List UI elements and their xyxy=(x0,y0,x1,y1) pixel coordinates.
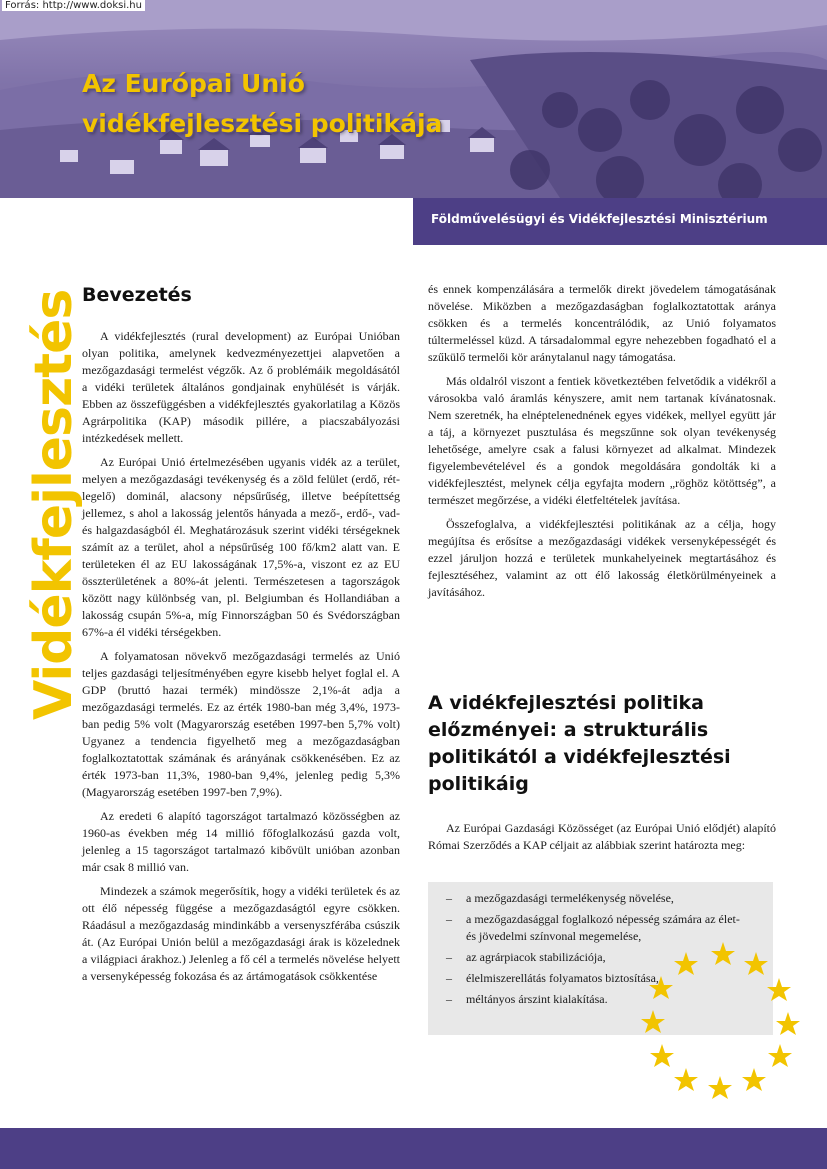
footer-band xyxy=(0,1128,827,1169)
header-photo xyxy=(0,0,827,198)
star-icon xyxy=(711,942,735,965)
dash-bullet: – xyxy=(446,912,452,926)
goal-text: élelmiszerellátás folyamatos biztosítása, xyxy=(466,971,659,985)
dash-bullet: – xyxy=(446,992,452,1006)
dash-bullet: – xyxy=(446,950,452,964)
dash-bullet: – xyxy=(446,971,452,985)
star-icon xyxy=(768,1044,792,1067)
star-icon xyxy=(674,952,698,975)
title-line-2: vidékfejlesztési politikája xyxy=(82,109,443,138)
paragraph: és ennek kompenzálására a termelők direkt jövedelem támogatásának növelése. Miközben a mezőgazdaságban foglalkoztatottak aránya csökken és a termelés koncentrálódik, az Unió folyamatos túltermeléssel küzd. A társadalommal egyre nehezebben fogadható el a szűkülő termelői kör aránytalanul nagy támogatása. xyxy=(428,282,776,364)
vertical-keyword: Vidékfejlesztés xyxy=(24,289,84,720)
source-label: Forrás: http://www.doksi.hu xyxy=(2,0,145,11)
title-line-1: Az Európai Unió xyxy=(82,69,305,98)
star-icon xyxy=(776,1012,800,1035)
star-icon xyxy=(742,1068,766,1091)
section2-intro-block xyxy=(428,820,776,861)
paragraph: Az eredeti 6 alapító tagországot tartalmazó közösségben az 1960-as években még 14 millió főfoglalkozású gazda volt, jelenleg a 15 tagországot tartalmazó kibővült unióban azonban már csak 8 millió van. xyxy=(82,809,400,874)
eu-stars-icon xyxy=(620,930,820,1100)
paragraph: Más oldalról viszont a fentiek következtében felvetődik a vidékről a városokba való áramlás kényszere, amit nem tartanak kívánatosnak. Nem szeretnék, ha elnéptelenednének egyes vidékek, mellyel együtt jár a táj, a környezet pusztulása és megszűnne sok olyan tevékenység lehetősége, amelyre csak a falusi környezet ad alkalmat. Mindezek figyelembevételével és a gondok megoldására gondolták ki a vidékfejlesztést, melynek célja egyfajta modern „röghöz kötöttség”, a természet megőrzése, a vidéki életfeltételek javítása. xyxy=(428,374,776,507)
right-column xyxy=(428,281,776,608)
section-heading-intro: Bevezetés xyxy=(82,284,192,306)
star-icon xyxy=(708,1076,732,1099)
paragraph: Az Európai Unió értelmezésében ugyanis vidék az a terület, melyen a mezőgazdasági tevékenység és a zöld felület (erdő, rét-legelő) dominál, alacsony népsűrűség, illetve beépítettség jellemez, s ahol a lakosság jelentős hányada a mező-, erdő-, vad- és halgazdaságból él. Meghatározásuk szerint vidéki térségeknek számít az a terület, ahol a népsűrűség 100 fő/km2 alatt van. E területeken él az EU lakosságának 17,5%-a, viszont ez az EU összterületének a 80%-át jelenti. Természetesen a tagországok között nagy különbség van, pl. Belgiumban és Hollandiában a lakosság csupán 5%-a, míg Finnországban 50 és Svédországban 67%-a él vidéki térségekben. xyxy=(82,455,400,639)
goal-text: az agrárpiacok stabilizációja, xyxy=(466,950,606,964)
paragraph: A vidékfejlesztés (rural development) az Európai Unióban olyan politika, amelynek kedvezményezettjei alapvetően a mezőgazdasági termelést végzők. Az ő problémáik megoldásától a vidéki területek általános gondjainak enyhülését is várják. Ebben az összefüggésben a vidékfejlesztés gyakorlatilag a Közös Agrárpolitika (KAP) második pillére, a piacszabályozási intézkedések mellett. xyxy=(82,329,400,445)
document-title xyxy=(82,64,442,144)
goal-text: a mezőgazdasági termelékenység növelése, xyxy=(466,891,674,905)
star-icon xyxy=(641,1010,665,1033)
left-column xyxy=(82,328,400,992)
star-icon xyxy=(744,952,768,975)
paragraph: A folyamatosan növekvő mezőgazdasági termelés az Unió teljes gazdasági teljesítményében egyre kisebb helyet foglal el. A GDP (bruttó hazai termék) mindössze 2,1%-át adja a mezőgazdasági termelés. Ez az érték 1980-ban még 3,4%, 1973-ban pedig 5% volt (Magyarország esetében 1997-ben 5,7% volt) Ugyanez a tendencia figyelhető meg a mezőgazdaságban foglalkoztatottak számának és arányának csökkenésében. Ez az érték 1973-ban 11,3%, 1980-ban 9,4%, jelenleg pedig 5,3% (Magyarország esetében 1997-ben 7,9%). xyxy=(82,649,400,799)
star-icon xyxy=(650,1044,674,1067)
list-item xyxy=(446,890,746,907)
goal-text: a mezőgazdasággal foglalkozó népesség számára az élet- és jövedelmi színvonal megemelése, xyxy=(466,912,740,943)
star-icon xyxy=(649,976,673,999)
paragraph: Összefoglalva, a vidékfejlesztési politikának az a célja, hogy megújítsa és erősítse a mezőgazdasági vidékek versenyképességét és ezzel járuljon hozzá e területek munkahelyeinek megtartásához és fejlesztéséhez, valamint az ott élő lakosság életkörülményeinek a javításához. xyxy=(428,517,776,599)
goal-text: méltányos árszint kialakítása. xyxy=(466,992,608,1006)
paragraph: Mindezek a számok megerősítik, hogy a vidéki területek és az ott élő népesség függése a mezőgazdaságtól egyre csökken. Ráadásul a mezőgazdaság mindinkább a versenyszférába csúszik át. (Az Európai Unión belül a mezőgazdasági árak is közelednek a világpiaci árakhoz.) Jelenleg a fő cél a termelés növelése helyett a versenyképesség fokozása és az ártámogatások csökkentése xyxy=(82,884,400,983)
star-icon xyxy=(674,1068,698,1091)
dash-bullet: – xyxy=(446,891,452,905)
section-heading-history: A vidékfejlesztési politika előzményei: a strukturális politikától a vidékfejlesztési politikáig xyxy=(428,692,731,795)
star-icon xyxy=(767,978,791,1001)
paragraph: Az Európai Gazdasági Közösséget (az Európai Unió elődjét) alapító Római Szerződés a KAP céljait az alábbiak szerint határozta meg: xyxy=(428,821,776,852)
ministry-name: Földművelésügyi és Vidékfejlesztési Minisztérium xyxy=(431,212,768,226)
